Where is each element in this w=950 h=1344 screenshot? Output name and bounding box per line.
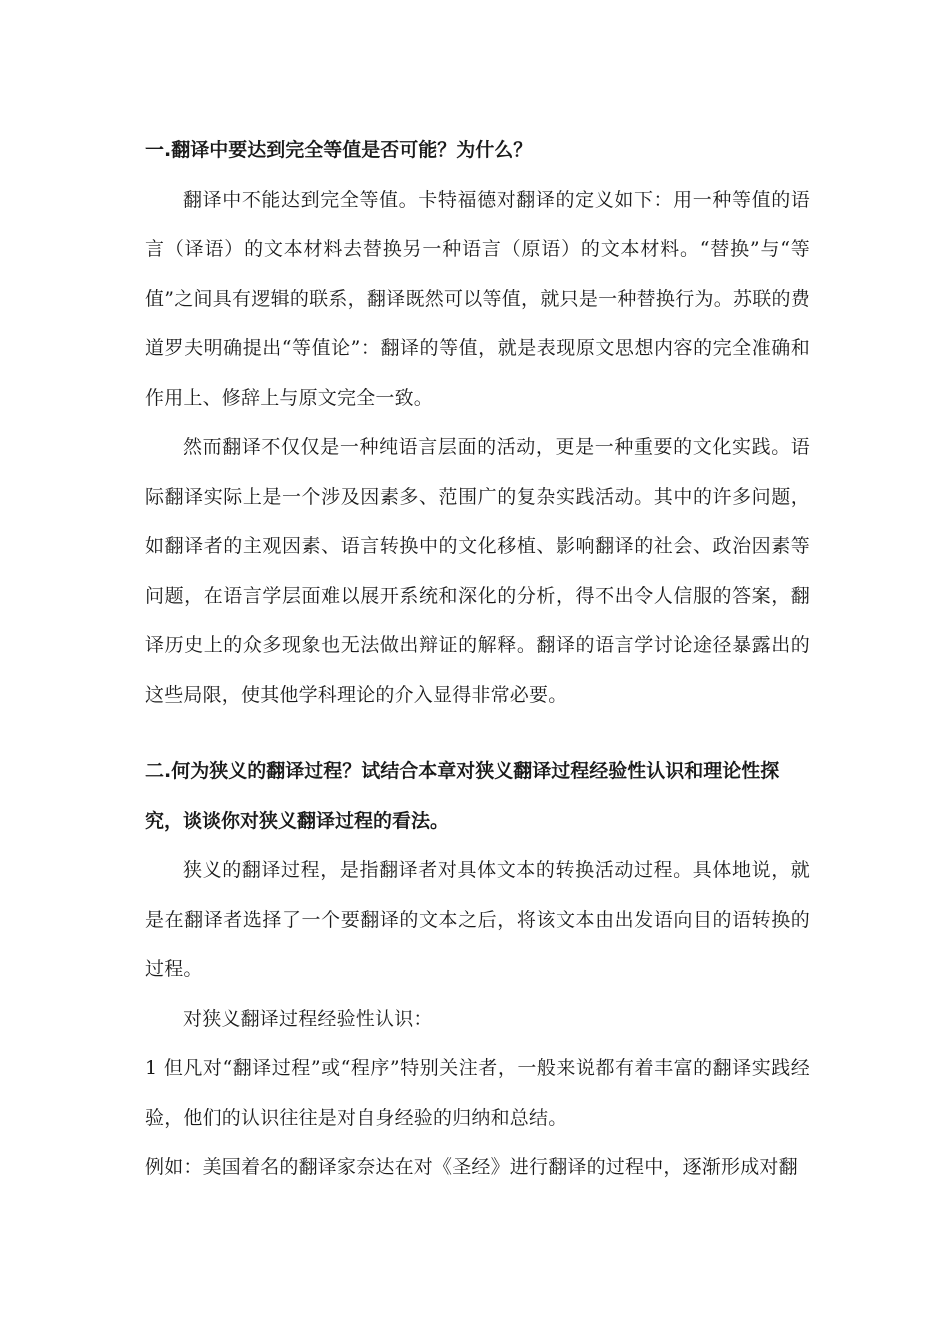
- section-1-heading: 一.翻译中要达到完全等值是否可能？为什么？: [145, 139, 533, 161]
- section-2-paragraph-2: 对狭义翻译过程经验性认识：: [183, 1007, 433, 1030]
- section-2-paragraph-1: 狭义的翻译过程，是指翻译者对具体文本的转换活动过程。具体地说，就是在翻译者选择了一个要翻译的文本之后，将该文本由出发语向目的语转换的过程。: [145, 859, 810, 980]
- section-2-point-1: 1 但凡对“翻译过程”或“程序”特别关注者，一般来说都有着丰富的翻译实践经验，他们的认识往往是对自身经验的归纳和总结。: [145, 1057, 810, 1129]
- section-1-paragraph-1: 翻译中不能达到完全等值。卡特福德对翻译的定义如下：用一种等值的语言（译语）的文本材料去替换另一种语言（原语）的文本材料。“替换”与“等值”之间具有逻辑的联系，翻译既然可以等值，就只是一种替换行为。苏联的费道罗夫明确提出“等值论”：翻译的等值，就是表现原文思想内容的完全准确和作用上、修辞上与原文完全一致。: [145, 188, 810, 409]
- section-spacer: [145, 720, 810, 747]
- section-2-example: 例如：美国着名的翻译家奈达在对《圣经》进行翻译的过程中，逐渐形成对翻: [145, 1156, 798, 1178]
- document-page: [145, 126, 810, 1193]
- section-2-heading: 二.何为狭义的翻译过程？试结合本章对狭义翻译过程经验性认识和理论性探究，谈谈你对狭义翻译过程的看法。: [145, 760, 780, 832]
- section-1-paragraph-2: 然而翻译不仅仅是一种纯语言层面的活动，更是一种重要的文化实践。语际翻译实际上是一个涉及因素多、范围广的复杂实践活动。其中的许多问题，如翻译者的主观因素、语言转换中的文化移植、影响翻译的社会、政治因素等问题，在语言学层面难以展开系统和深化的分析，得不出令人信服的答案，翻译历史上的众多现象也无法做出辩证的解释。翻译的语言学讨论途径暴露出的这些局限，使其他学科理论的介入显得非常必要。: [145, 436, 810, 706]
